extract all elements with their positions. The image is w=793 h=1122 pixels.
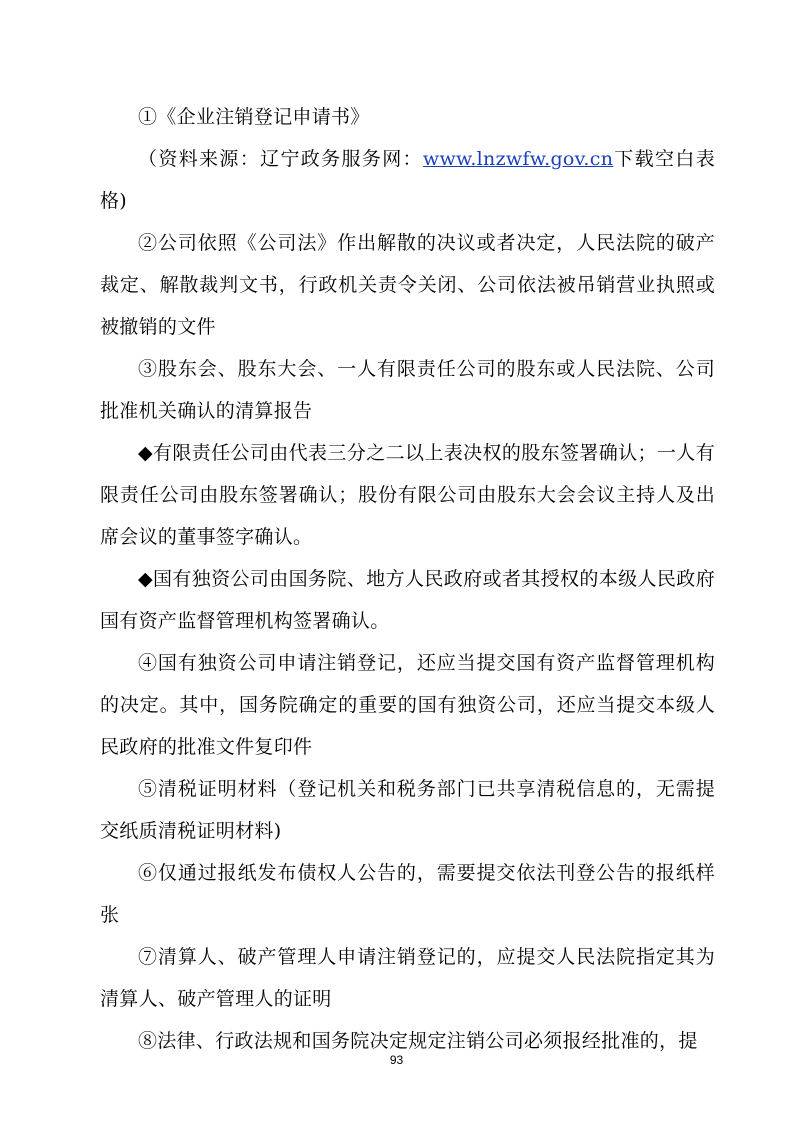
paragraph-6: ◆国有独资公司由国务院、地方人民政府或者其授权的本级人民政府国有资产监督管理机构签署确认。 xyxy=(100,568,715,632)
paragraph-7: ④国有独资公司申请注销登记，还应当提交国有资产监督管理机构的决定。其中，国务院确定的重要的国有独资公司，还应当提交本级人民政府的批准文件复印件 xyxy=(100,652,715,758)
source-link[interactable]: www.lnzwfw.gov.cn xyxy=(422,148,614,170)
source-note-suffix: 下载空白表格) xyxy=(100,148,715,212)
paragraph-4: ③股东会、股东大会、一人有限责任公司的股东或人民法院、公司批准机关确认的清算报告 xyxy=(100,358,715,422)
source-note-prefix: （资料来源：辽宁政务服务网： xyxy=(138,148,423,170)
page-number: 93 xyxy=(389,1053,404,1067)
paragraph-5: ◆有限责任公司由代表三分之二以上表决权的股东签署确认；一人有限责任公司由股东签署确认；股份有限公司由股东大会会议主持人及出席会议的董事签字确认。 xyxy=(100,442,715,548)
paragraph-1: ①《企业注销登记申请书》 xyxy=(138,106,370,128)
paragraph-8: ⑤清税证明材料（登记机关和税务部门已共享清税信息的，无需提交纸质清税证明材料) xyxy=(100,778,715,842)
paragraph-11: ⑧法律、行政法规和国务院决定规定注销公司必须报经批准的，提 xyxy=(138,1030,698,1052)
paragraph-9: ⑥仅通过报纸发布债权人公告的，需要提交依法刊登公告的报纸样张 xyxy=(100,862,715,926)
paragraph-10: ⑦清算人、破产管理人申请注销登记的，应提交人民法院指定其为清算人、破产管理人的证明 xyxy=(100,946,715,1010)
document-body xyxy=(100,96,715,1062)
paragraph-2 xyxy=(100,138,715,222)
paragraph-3: ②公司依照《公司法》作出解散的决议或者决定，人民法院的破产裁定、解散裁判文书，行政机关责令关闭、公司依法被吊销营业执照或被撤销的文件 xyxy=(100,232,715,338)
